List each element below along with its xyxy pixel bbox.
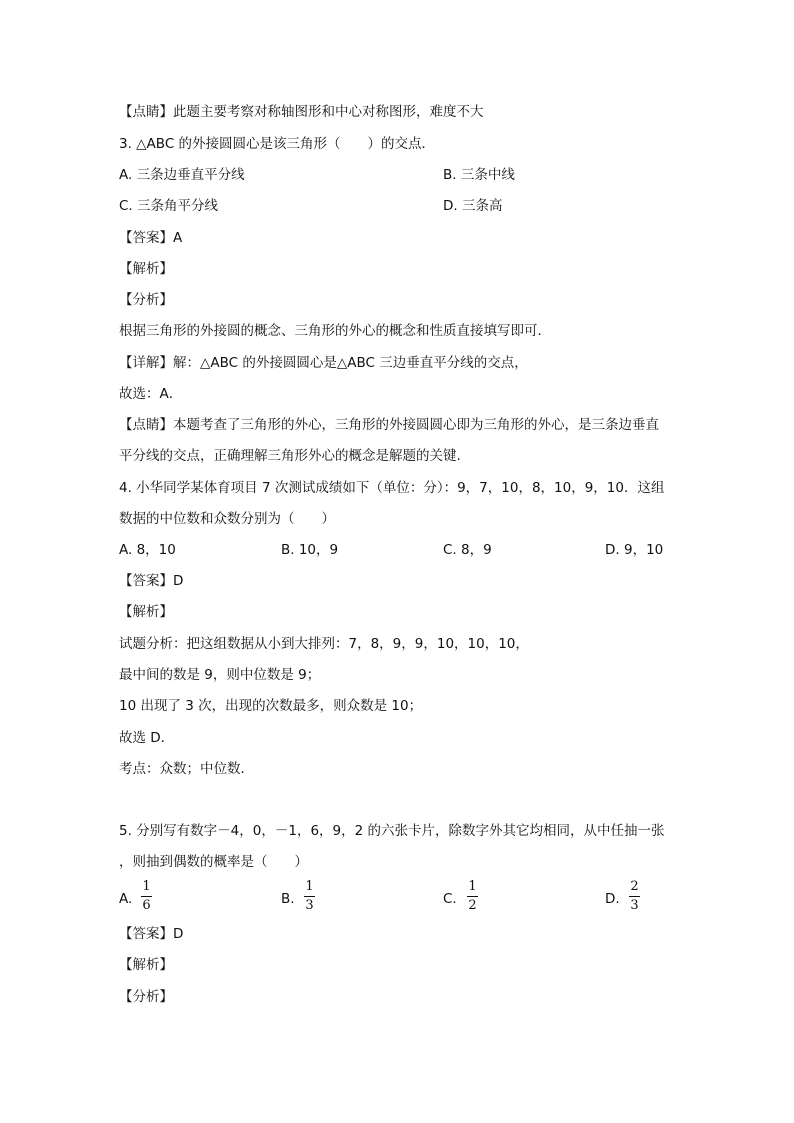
q4-option-a: A. 8，10 xyxy=(119,542,176,558)
q4-analysis-1: 试题分析：把这组数据从小到大排列：7，8，9，9，10，10，10， xyxy=(119,636,529,652)
q3-option-d: D. 三条高 xyxy=(443,198,503,214)
q5-option-c-label: C. xyxy=(443,891,457,907)
q4-answer: 【答案】D xyxy=(119,573,184,589)
q3-keypoint-2: 平分线的交点，正确理解三角形外心的概念是解题的关键. xyxy=(119,448,461,464)
fraction-bar xyxy=(629,896,640,897)
q3-option-a: A. 三条边垂直平分线 xyxy=(119,167,245,183)
q5-option-d-fraction xyxy=(629,879,640,914)
q3-keypoint-1: 【点睛】本题考查了三角形的外心，三角形的外接圆圆心即为三角形的外心，是三条边垂直 xyxy=(119,417,659,433)
fraction-numerator: 1 xyxy=(468,879,477,894)
q4-option-c: C. 8，9 xyxy=(443,542,492,558)
q3-fenxi-heading: 【分析】 xyxy=(119,292,173,308)
q4-choice: 故选 D． xyxy=(119,730,175,746)
q3-option-c: C. 三条角平分线 xyxy=(119,198,219,214)
question-4-line-1: 4. 小华同学某体育项目 7 次测试成绩如下（单位：分）：9，7，10，8，10，9，10．这组 xyxy=(119,480,665,496)
fraction-denominator: 3 xyxy=(630,898,639,913)
q3-detail: 【详解】解：△ABC 的外接圆圆心是△ABC 三边垂直平分线的交点， xyxy=(119,355,528,371)
fraction-numerator: 2 xyxy=(630,879,639,894)
q3-fenxi-text: 根据三角形的外接圆的概念、三角形的外心的概念和性质直接填写即可． xyxy=(119,323,551,339)
fraction-bar xyxy=(304,896,315,897)
q4-analysis-2: 最中间的数是 9，则中位数是 9； xyxy=(119,667,321,683)
fraction-denominator: 6 xyxy=(142,898,151,913)
q5-option-a-fraction xyxy=(141,879,152,914)
q3-analysis-heading: 【解析】 xyxy=(119,261,173,277)
question-5-line-2: ，则抽到偶数的概率是（ ） xyxy=(119,854,308,870)
question-4-line-2: 数据的中位数和众数分别为（ ） xyxy=(119,511,335,527)
q3-answer: 【答案】A xyxy=(119,230,183,246)
q5-option-b-label: B. xyxy=(281,891,295,907)
q3-option-b: B. 三条中线 xyxy=(443,167,515,183)
fraction-bar xyxy=(467,896,478,897)
fraction-numerator: 1 xyxy=(142,879,151,894)
q5-option-b-fraction xyxy=(304,879,315,914)
fraction-bar xyxy=(141,896,152,897)
q5-option-c-fraction xyxy=(467,879,478,914)
q4-option-d: D. 9，10 xyxy=(605,542,664,558)
question-5-line-1: 5. 分别写有数字－4，0，－1，6，9，2 的六张卡片，除数字外其它均相同，从中任抽一张 xyxy=(119,823,665,839)
q5-analysis-heading: 【解析】 xyxy=(119,957,173,973)
q4-kaodian: 考点：众数；中位数． xyxy=(119,761,254,777)
q4-analysis-3: 10 出现了 3 次，出现的次数最多，则众数是 10； xyxy=(119,698,423,714)
q3-choice: 故选：A． xyxy=(119,386,183,402)
q4-analysis-heading: 【解析】 xyxy=(119,604,173,620)
q5-option-d-label: D. xyxy=(605,891,620,907)
q5-option-a-label: A. xyxy=(119,891,133,907)
line-key-point-1: 【点睛】此题主要考察对称轴图形和中心对称图形，难度不大 xyxy=(119,104,484,120)
q4-option-b: B. 10，9 xyxy=(281,542,339,558)
q5-answer: 【答案】D xyxy=(119,926,184,942)
q5-fenxi-heading: 【分析】 xyxy=(119,989,173,1005)
question-3: 3. △ABC 的外接圆圆心是该三角形（ ）的交点． xyxy=(119,136,436,152)
fraction-numerator: 1 xyxy=(305,879,314,894)
fraction-denominator: 2 xyxy=(468,898,477,913)
fraction-denominator: 3 xyxy=(305,898,314,913)
